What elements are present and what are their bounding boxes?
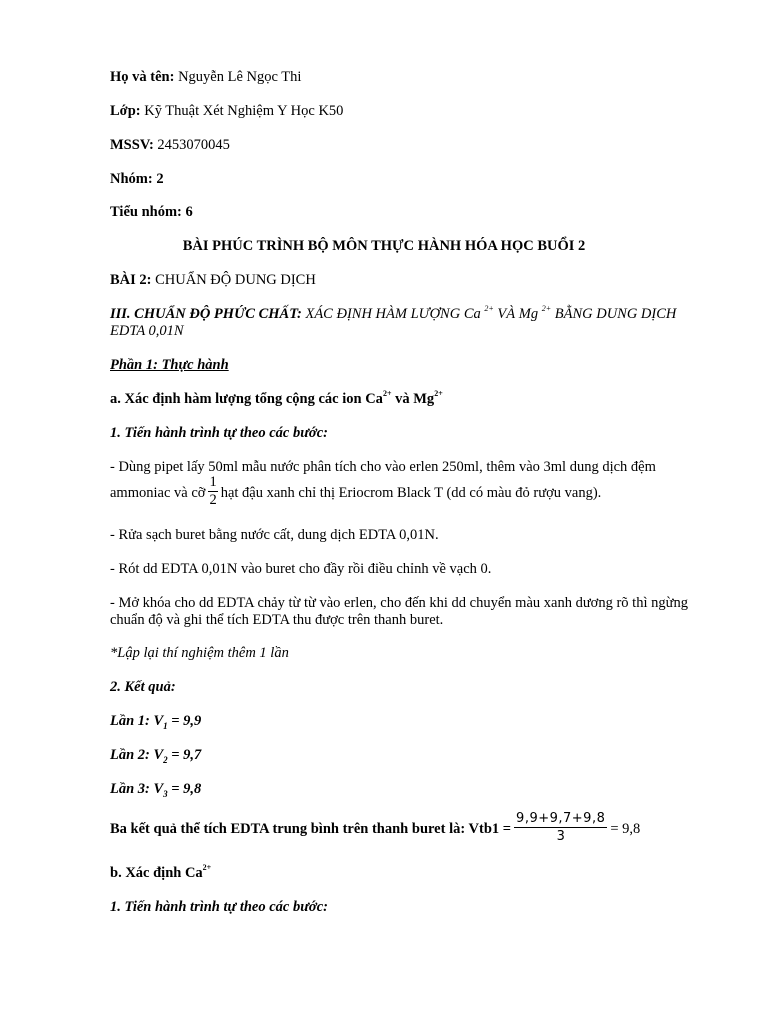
trial-3-label: Lần 3: V bbox=[110, 781, 164, 797]
part-a-steps-heading bbox=[110, 425, 690, 442]
step-2-text: - Rửa sạch buret bằng nước cất, dung dịch EDTA 0,01N. bbox=[110, 527, 439, 543]
student-name-line bbox=[110, 69, 690, 86]
student-id-label: MSSV: bbox=[110, 137, 154, 153]
fraction-denominator: 2 bbox=[209, 492, 217, 508]
trial-1-label: Lần 1: V bbox=[110, 713, 164, 729]
part-b-title: b. Xác định Ca bbox=[110, 865, 203, 881]
average-numerator: 9,9+9,7+9,8 bbox=[516, 811, 606, 826]
step-3-text: - Rót dd EDTA 0,01N vào buret cho đầy rồi điều chỉnh về vạch 0. bbox=[110, 561, 492, 577]
part-a-title-a: a. Xác định hàm lượng tổng cộng các ion Ca bbox=[110, 391, 383, 407]
step-1-text-a: ammoniac và cỡ bbox=[110, 484, 206, 501]
trial-1-value: = 9,9 bbox=[167, 713, 202, 729]
part-b-heading bbox=[110, 865, 690, 882]
trial-1-sub: 1 bbox=[163, 720, 168, 731]
group-line bbox=[110, 171, 690, 188]
class-line bbox=[110, 103, 690, 120]
repeat-note-text: *Lập lại thí nghiệm thêm 1 lần bbox=[110, 645, 289, 661]
document-title bbox=[0, 238, 768, 255]
step-1-line-1 bbox=[110, 459, 690, 476]
step-1-line-2 bbox=[110, 476, 690, 511]
trial-2-label: Lần 2: V bbox=[110, 747, 164, 763]
class-value: Kỹ Thuật Xét Nghiệm Y Học K50 bbox=[140, 103, 344, 119]
step-4-text: - Mở khóa cho dd EDTA chảy từ từ vào erlen, cho đến khi dd chuyển màu xanh dương rõ thì ngừng chuẩn độ và ghi thể tích EDTA thu được trên thanh buret. bbox=[110, 595, 688, 628]
title-text: BÀI PHÚC TRÌNH BỘ MÔN THỰC HÀNH HÓA HỌC BUỔI 2 bbox=[182, 238, 586, 254]
section-3-text-c: BẰNG DUNG DỊCH EDTA 0,01N bbox=[110, 306, 677, 339]
step-2-line bbox=[110, 527, 690, 544]
group-text: Nhóm: 2 bbox=[110, 171, 164, 187]
part-a-title-b: và Mg bbox=[391, 391, 435, 407]
part-1-text: Phần 1: Thực hành bbox=[110, 357, 229, 373]
student-id-line bbox=[110, 137, 690, 154]
part-a-heading bbox=[110, 391, 690, 408]
section-3-sup-a: 2+ bbox=[484, 304, 494, 314]
part-a-steps-heading-text: 1. Tiến hành trình tự theo các bước: bbox=[110, 425, 328, 441]
trial-2-line bbox=[110, 747, 690, 764]
repeat-note-line bbox=[110, 645, 690, 662]
trial-1-line bbox=[110, 713, 690, 730]
trial-3-value: = 9,8 bbox=[167, 781, 202, 797]
part-b-steps-heading-text: 1. Tiến hành trình tự theo các bước: bbox=[110, 899, 328, 915]
trial-3-line bbox=[110, 781, 690, 798]
part-a-sup-ca: 2+ bbox=[382, 389, 392, 399]
step-1-line-1-text: - Dùng pipet lấy 50ml mẫu nước phân tích cho vào erlen 250ml, thêm vào 3ml dung dịch đệm bbox=[110, 459, 656, 475]
part-1-heading bbox=[110, 357, 690, 374]
average-label: Ba kết quả thể tích EDTA trung bình trên thanh buret là: Vtb1 = bbox=[110, 820, 512, 837]
section-3-text-b: VÀ Mg bbox=[493, 306, 542, 322]
step-3-line bbox=[110, 561, 690, 578]
subgroup-text: Tiểu nhóm: 6 bbox=[110, 204, 193, 220]
name-value: Nguyễn Lê Ngọc Thi bbox=[174, 69, 302, 85]
half-fraction bbox=[208, 474, 217, 509]
results-heading bbox=[110, 679, 690, 696]
step-1-text-b: hạt đậu xanh chỉ thị Eriocrom Black T (dd có màu đỏ rượu vang). bbox=[220, 484, 602, 501]
average-fraction bbox=[514, 810, 607, 845]
trial-3-sub: 3 bbox=[163, 788, 168, 799]
class-label: Lớp: bbox=[110, 103, 141, 119]
lesson-label: BÀI 2: bbox=[110, 272, 152, 288]
section-3-heading bbox=[110, 306, 690, 340]
average-denominator: 3 bbox=[514, 827, 607, 845]
student-id-value: 2453070045 bbox=[153, 137, 230, 153]
step-4-paragraph bbox=[110, 595, 695, 629]
fraction-numerator: 1 bbox=[209, 474, 217, 490]
average-line bbox=[110, 812, 690, 847]
subgroup-line bbox=[110, 204, 690, 221]
section-3-text-a: XÁC ĐỊNH HÀM LƯỢNG Ca bbox=[301, 306, 485, 322]
lesson-line bbox=[110, 272, 690, 289]
average-result: = 9,8 bbox=[610, 820, 641, 837]
part-a-sup-mg: 2+ bbox=[434, 389, 443, 399]
trial-2-sub: 2 bbox=[163, 754, 168, 765]
results-heading-text: 2. Kết quả: bbox=[110, 679, 176, 695]
section-3-label: III. CHUẨN ĐỘ PHỨC CHẤT: bbox=[110, 306, 302, 322]
section-3-sup-b: 2+ bbox=[541, 304, 552, 314]
part-b-sup: 2+ bbox=[202, 863, 212, 873]
lesson-value: CHUẨN ĐỘ DUNG DỊCH bbox=[151, 272, 316, 288]
part-b-steps-heading bbox=[110, 899, 690, 916]
name-label: Họ và tên: bbox=[110, 69, 175, 85]
trial-2-value: = 9,7 bbox=[167, 747, 202, 763]
